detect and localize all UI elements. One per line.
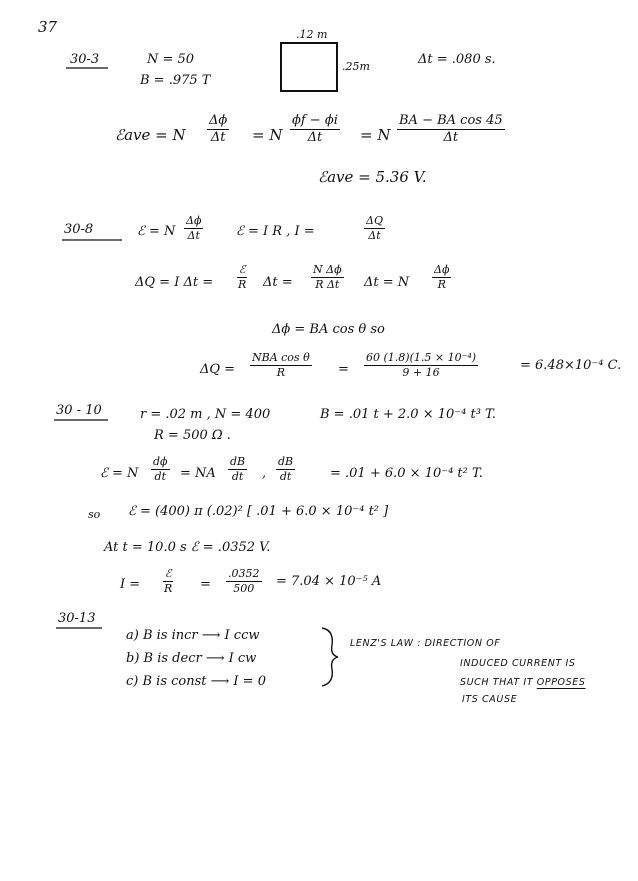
flux-change-eq: Δϕ = BA cos θ so — [272, 322, 385, 337]
problem-label-30-10: 30 - 10 — [56, 403, 102, 418]
fraction-dB-dt — [228, 456, 247, 483]
equals-sign: = — [200, 577, 211, 592]
fraction-numerator: NBA cos θ — [252, 351, 310, 364]
problem-label-30-13: 30-13 — [58, 611, 96, 626]
emf-at-time: At t = 10.0 s ℰ = .0352 V. — [104, 540, 271, 555]
lenz-law-note-line4: ITS CAUSE — [462, 694, 518, 705]
equals-N: = N — [252, 126, 283, 144]
case-c: c) B is const ⟶ I = 0 — [126, 674, 266, 689]
fraction-dQ-dt — [364, 215, 385, 242]
fraction-denominator: Δt — [307, 129, 323, 145]
lenz-law-note-text: SUCH THAT IT — [460, 677, 534, 688]
fraction-dB-dt-2 — [276, 456, 295, 483]
loop-square-diagram — [281, 43, 337, 91]
page-number: 37 — [38, 18, 58, 36]
fraction-numerator: 60 (1.8)(1.5 × 10⁻⁴) — [366, 351, 477, 364]
given-R: R = 500 Ω . — [154, 428, 231, 443]
fraction-numerator: Δϕ — [209, 113, 228, 128]
fraction-denominator: Δt — [443, 129, 459, 145]
given-B-of-t: B = .01 t + 2.0 × 10⁻⁴ t³ T. — [320, 407, 496, 422]
fraction-numerator: ℰ — [238, 263, 246, 276]
fraction-N-dphi-R-dt — [311, 264, 344, 291]
fraction-dphi-dt — [151, 456, 170, 483]
fraction-numerator: N Δϕ — [313, 263, 342, 276]
side-right-label: .25m — [342, 60, 370, 73]
fraction-denominator: Δt — [368, 228, 381, 242]
fraction-numerator: ϕf − ϕi — [292, 113, 338, 128]
fraction-numerator: ℰ — [164, 567, 172, 580]
fraction-denominator: dt — [279, 469, 292, 483]
fraction-numerator: dϕ — [153, 455, 168, 468]
fraction-numerator: Δϕ — [434, 263, 450, 276]
case-b: b) B is decr ⟶ I cw — [126, 651, 257, 666]
faraday-eq: ℰ = N — [137, 224, 176, 239]
given-r-N: r = .02 m , N = 400 — [140, 407, 271, 422]
ohms-law-eq: ℰ = I R , I = — [236, 224, 315, 239]
so-label: so — [88, 508, 101, 521]
fraction-emf-R — [162, 568, 174, 595]
emf-result: ℰave = 5.36 V. — [318, 168, 427, 186]
given-B: B = .975 T — [140, 73, 211, 88]
emf-avg-lhs: ℰave = N — [115, 126, 186, 144]
fraction-numerator: BA − BA cos 45 — [399, 113, 503, 128]
problem-label-30-8: 30-8 — [64, 222, 94, 237]
opposes-emphasis: OPPOSES — [536, 677, 586, 688]
fraction-NBAcos-R — [250, 352, 312, 379]
dt-equals: Δt = — [263, 275, 293, 290]
lenz-law-note-line2: INDUCED CURRENT IS — [460, 658, 576, 669]
fraction-numerator: dB — [278, 455, 294, 468]
case-a: a) B is incr ⟶ I ccw — [126, 628, 260, 643]
side-top-label: .12 m — [296, 28, 328, 41]
equals-sign: = — [338, 362, 349, 377]
fraction-denominator: 500 — [233, 581, 255, 595]
equals-NA: = NA — [180, 466, 216, 481]
fraction-numerator: .0352 — [228, 567, 260, 580]
given-N: N = 50 — [147, 52, 195, 67]
charge-result-lhs: ΔQ = — [200, 362, 236, 377]
fraction-dphi-dt — [207, 114, 229, 146]
fraction-numeric-charge — [364, 352, 478, 379]
fraction-denominator: R Δt — [315, 277, 340, 291]
fraction-denominator: 9 + 16 — [402, 365, 440, 379]
curly-brace — [322, 628, 338, 686]
fraction-phif-phii — [290, 114, 340, 146]
charge-result-value: = 6.48×10⁻⁴ C. — [520, 358, 622, 373]
comma: , — [262, 466, 267, 481]
current-lhs: I = — [120, 577, 141, 592]
fraction-BA-cos45 — [397, 114, 505, 146]
fraction-denominator: R — [164, 581, 173, 595]
lenz-law-note-line3 — [460, 677, 585, 688]
fraction-denominator: dt — [154, 469, 166, 483]
fraction-denominator: R — [238, 277, 247, 291]
emf-full-expression: ℰ = (400) π (.02)² [ .01 + 6.0 × 10⁻⁴ t² ] — [128, 504, 389, 519]
fraction-numeric-current — [226, 568, 262, 595]
dB-dt-value: = .01 + 6.0 × 10⁻⁴ t² T. — [330, 466, 483, 481]
fraction-numerator: dB — [230, 455, 246, 468]
fraction-denominator: dt — [231, 469, 244, 483]
current-result: = 7.04 × 10⁻⁵ A — [276, 574, 382, 589]
fraction-denominator: Δt — [187, 228, 200, 242]
fraction-numerator: Δϕ — [186, 214, 202, 227]
problem-label-30-3: 30-3 — [70, 52, 100, 67]
fraction-emf-R — [236, 264, 248, 291]
fraction-dphi-dt — [184, 215, 203, 242]
emf-deriv-lhs: ℰ = N — [100, 466, 139, 481]
fraction-numerator: ΔQ — [366, 214, 383, 227]
lenz-law-note-line1: LENZ'S LAW : DIRECTION OF — [350, 638, 501, 649]
fraction-denominator: Δt — [210, 129, 226, 145]
dt-equals-N: Δt = N — [364, 275, 410, 290]
charge-eq-lhs: ΔQ = I Δt = — [135, 275, 214, 290]
equals-N-2: = N — [360, 126, 391, 144]
fraction-denominator: R — [437, 277, 446, 291]
given-dt: Δt = .080 s. — [418, 52, 496, 67]
fraction-denominator: R — [276, 365, 285, 379]
fraction-dphi-R — [432, 264, 451, 291]
